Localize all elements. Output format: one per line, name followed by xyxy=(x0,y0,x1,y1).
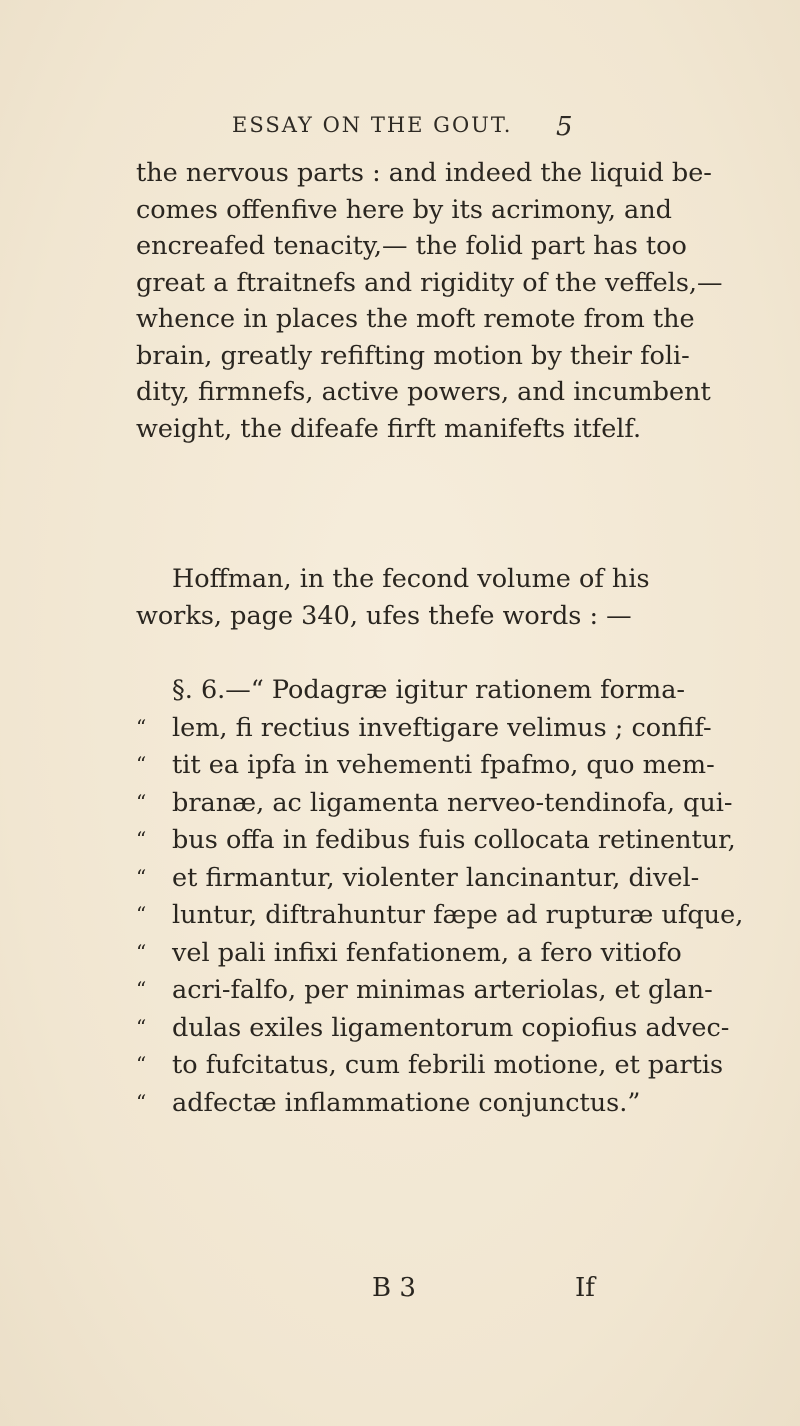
quote-mark: “ xyxy=(136,1052,147,1076)
text-line: luntur, diftrahuntur fæpe ad rupturæ ufque, xyxy=(172,900,744,930)
text-line: dity, firmnefs, active powers, and incumbent xyxy=(136,377,711,407)
text-line: acri-falfo, per minimas arteriolas, et glan- xyxy=(172,975,713,1005)
text-line: to fufcitatus, cum febrili motione, et partis xyxy=(172,1050,724,1080)
paragraph-1 xyxy=(136,155,736,447)
quote-mark: “ xyxy=(136,1089,147,1114)
quote-mark: “ xyxy=(136,827,147,851)
latin-quotation xyxy=(136,672,744,1121)
quote-mark: “ xyxy=(136,789,147,814)
text-line: weight, the difeafe firft manifefts itfelf. xyxy=(136,413,642,444)
text-line: adfectæ inflammatione conjunctus.” xyxy=(172,1087,641,1118)
quote-mark: “ xyxy=(136,939,147,964)
text-line: vel pali infixi fenfationem, a fero vitiofo xyxy=(172,937,682,968)
quote-mark: “ xyxy=(136,1014,147,1039)
text-line: brain, greatly refifting motion by their foli- xyxy=(136,340,690,371)
quotation-first-line: §. 6.—“ Podagræ igitur rationem forma- xyxy=(172,675,686,705)
text-line: et firmantur, violenter lancinantur, divel- xyxy=(172,862,700,893)
text-line: lem, fi rectius inveftigare velimus ; confif- xyxy=(172,712,712,743)
text-line: the nervous parts : and indeed the liquid be- xyxy=(136,158,712,188)
text-line: whence in places the moft remote from the xyxy=(136,304,695,334)
quote-mark: “ xyxy=(136,752,147,776)
running-head: ESSAY ON THE GOUT. xyxy=(232,113,513,137)
quote-mark: “ xyxy=(136,977,147,1001)
quote-mark: “ xyxy=(136,714,147,739)
signature-mark: B 3 xyxy=(372,1273,416,1303)
paragraph-2 xyxy=(136,561,732,634)
text-line: encreafed tenacity,— the folid part has too xyxy=(136,231,687,261)
text-line: tit ea ipfa in vehementi fpafmo, quo mem- xyxy=(172,750,715,780)
text-line: Hoffman, in the fecond volume of his xyxy=(172,564,650,594)
text-line: dulas exiles ligamentorum copiofius advec- xyxy=(172,1012,730,1043)
text-line: bus offa in fedibus fuis collocata retinentur, xyxy=(172,825,736,855)
catchword: If xyxy=(575,1273,595,1303)
text-line: branæ, ac ligamenta nerveo-tendinofa, qui- xyxy=(172,787,733,818)
quote-mark: “ xyxy=(136,902,147,926)
quote-mark: “ xyxy=(136,864,147,889)
text-line: great a ftraitnefs and rigidity of the veffels,— xyxy=(136,267,723,298)
page-number: 5 xyxy=(556,112,573,142)
text-line: comes offenfive here by its acrimony, and xyxy=(136,194,672,225)
text-line: works, page 340, ufes thefe words : — xyxy=(136,600,632,631)
